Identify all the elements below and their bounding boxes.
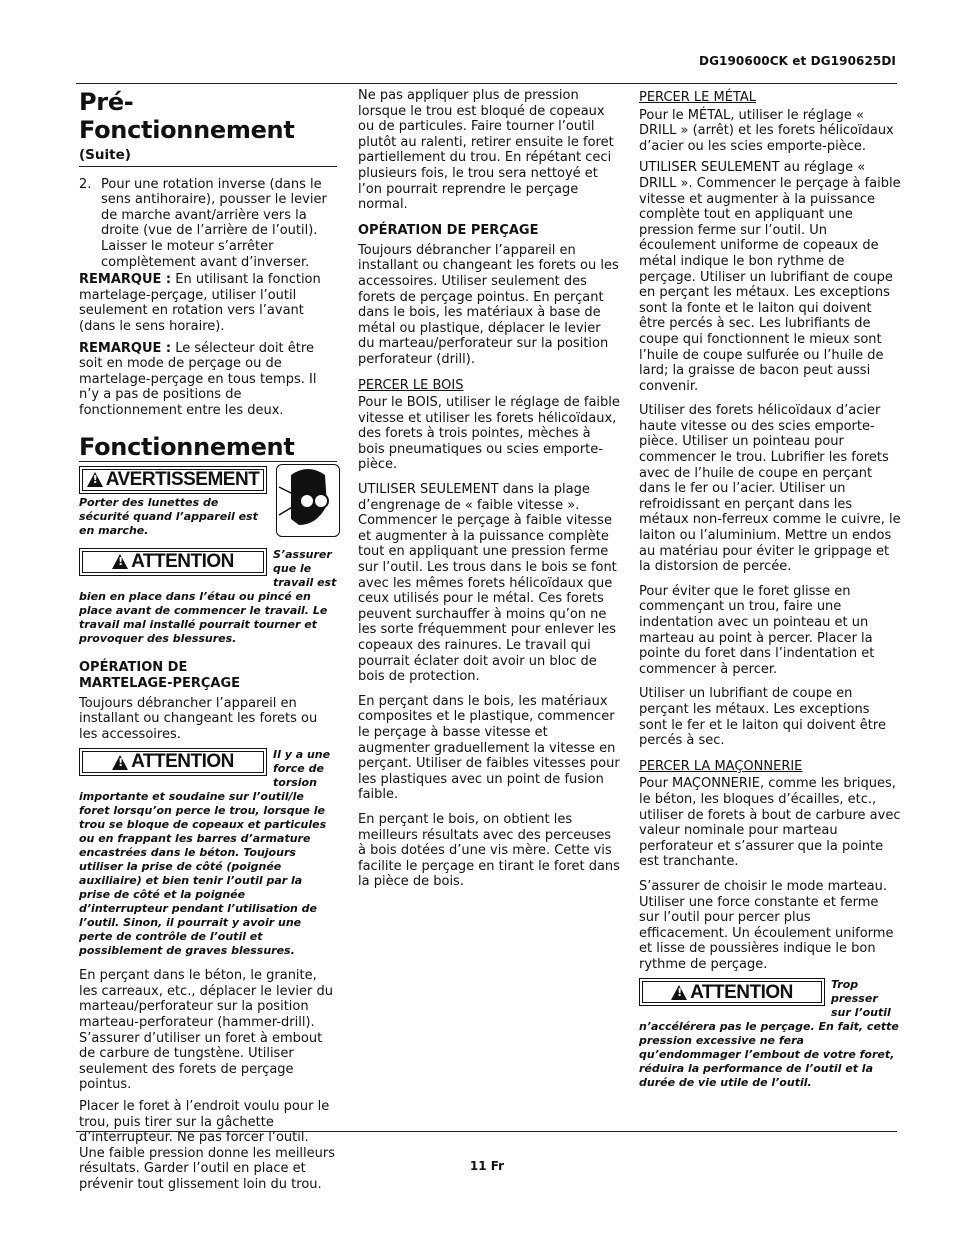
attention-text: Il y a une force de torsion importante et soudaine sur l’outil/le foret lorsqu’on perce le trou, lorsque le trou se bloque de copeaux et particules ou en frappant les barres d’armature encastrées dans le béton. Toujours utiliser la prise de côté (poignée auxiliaire) et bien tenir l’outil par la prise de côté et la poignée d’interrupteur pendant l’utilisation de l’outil. Sinon, il pourrait y avoir une perte de contrôle de l’outil et possiblement de graves blessures. xyxy=(79,748,331,958)
attention-label: ATTENTION xyxy=(131,751,234,773)
safety-goggles-icon xyxy=(276,464,340,537)
beton-paragraph: En perçant dans le béton, le granite, les carreaux, etc., déplacer le levier du marteau/perforateur sur la position marteau-perforateur (hammer-drill). S’assurer d’utiliser un foret à embout de carbure de tungstène. Utiliser seulement des forets de perçage pointus. xyxy=(79,968,333,1093)
attention-text: S’assurer que le travail est bien en place dans l’étau ou pincé en place avant de commencer le travail. Le travail mal installé pourrait tourner et provoquer des blessures. xyxy=(79,547,337,645)
warning-triangle-icon xyxy=(87,472,103,487)
martelage-heading xyxy=(79,660,337,692)
helicoidaux-paragraph: Utiliser des forets hélicoïdaux d’acier haute vitesse ou des scies emporte-pièce. Utiliser un pointeau pour commencer le trou. Lubrifier les forets avec de l’huile de coupe en perçant dans le fer ou l’acier. Utiliser un refroidissant en perçant dans les métaux non-ferreux comme le cuivre, le laiton ou l’aluminium. Mettre un endos au matériau pour éviter le grippage et la distorsion de percée. xyxy=(639,403,901,575)
warning-triangle-icon xyxy=(112,755,128,770)
warning-triangle-icon xyxy=(671,985,687,1000)
section-title-fonctionnement: Fonctionnement xyxy=(79,433,337,462)
metal-text: Pour le MÉTAL, utiliser le réglage « DRILL » (arrêt) et les forets hélicoïdaux d’acier ou les scies emporte-pièce. xyxy=(639,107,894,154)
placer-paragraph: Placer le foret à l’endroit voulu pour le trou, puis tirer sur la gâchette d’interrupteur. Ne pas forcer l’outil. Une faible pression donne les meilleurs résultats. Garder l’outil en place et prévenir tout glissement loin du trou. xyxy=(79,1099,336,1192)
avertissement-block xyxy=(79,466,337,542)
percage-heading: OPÉRATION DE PERÇAGE xyxy=(358,222,539,238)
remark-label: REMARQUE : xyxy=(79,340,172,356)
bois-text: Pour le BOIS, utiliser le réglage de faible vitesse et utiliser les forets hélicoïdaux, des forets à trois pointes, mèches à bois pneumatiques ou scies emporte-pièce. xyxy=(358,395,620,473)
list-number: 2. xyxy=(79,176,92,192)
attention-badge xyxy=(639,978,825,1006)
avertissement-label: AVERTISSEMENT xyxy=(105,468,260,490)
column-1 xyxy=(79,88,337,1199)
marteau-paragraph: S’assurer de choisir le mode marteau. Utiliser une force constante et ferme sur l’outil pour percer plus efficacement. Un écoulement uniforme et lisse de poussières indique le bon rythme de perçage. xyxy=(639,878,894,972)
bottom-rule xyxy=(76,1131,897,1132)
column-2 xyxy=(358,88,620,896)
attention-block-1 xyxy=(79,548,337,646)
percage-text: Toujours débrancher l’appareil en installant ou changeant les forets ou les accessoires. Utiliser seulement des forets de perçage pointus. En perçant dans le bois, les matériaux à base de métal ou plastique, déplacer le levier du marteau/perforateur sur la position perforateur (drill). xyxy=(358,242,619,367)
perceuses-paragraph: En perçant le bois, on obtient les meilleurs résultats avec des perceuses à bois dotées d’une vis mère. Cette vis facilite le perçage en tirant le foret dans la pièce de bois. xyxy=(358,811,620,890)
remark-text: En utilisant la fonction martelage-perçage, utiliser l’outil seulement en rotation vers l’avant (dans le sens horaire). xyxy=(79,272,321,334)
martelage-text: Toujours débrancher l’appareil en installant ou changeant les forets ou les accessoires. xyxy=(79,695,318,742)
avertissement-badge xyxy=(79,466,267,494)
list-item xyxy=(79,177,337,271)
martelage-heading-line-1: OPÉRATION DE xyxy=(79,659,188,675)
attention-text: Trop presser sur l’outil n’accélérera pas le perçage. En fait, cette pression excessive ne fera qu’endommager l’embout de votre foret, réduira la performance de l’outil et la durée de vie utile de l’outil. xyxy=(639,978,899,1090)
attention-block-2 xyxy=(79,748,337,958)
utiliser-paragraph: UTILISER SEULEMENT dans la plage d’engrenage de « faible vitesse ». Commencer le perçage à faible vitesse et augmenter à la puissance complète tout en appliquant une pression ferme sur l’outil. Les trous dans le bois se font avec les mêmes forets hélicoïdaux que ceux utilisés pour le métal. Ces forets peuvent surchauffer à moins qu’on ne les sorte fréquemment pour enlever les copeaux des rainures. Le travail qui pourrait éclater doit avoir un bloc de bois de protection. xyxy=(358,482,617,685)
section-title-pre-fonctionnement: Pré-Fonctionnement xyxy=(79,88,295,144)
maconnerie-text: Pour MAÇONNERIE, comme les briques, le béton, les bloques d’écailles, etc., utiliser de forets à bout de carbure avec valeur nominale pour marteau perforateur et s’assurer que la pointe est tranchante. xyxy=(639,776,901,870)
composites-paragraph: En perçant dans le bois, les matériaux composites et le plastique, commencer le perçage à basse vitesse et augmenter graduellement la vitesse en perçant. Utiliser de faibles vitesses pour les plastiques avec un point de fusion faible. xyxy=(358,693,620,803)
remark-1 xyxy=(79,272,337,334)
maconnerie-heading: PERCER LA MAÇONNERIE xyxy=(639,758,803,774)
document-model-header: DG190600CK et DG190625DI xyxy=(699,54,896,68)
metal-utiliser-paragraph: UTILISER SEULEMENT au réglage « DRILL ». Commencer le perçage à faible vitesse et augmenter à la puissance complète tout en appliquant une pression ferme sur l’outil. Un écoulement uniforme de copeaux de métal indique le bon rythme de perçage. Utiliser un lubrifiant de coupe en perçant les métaux. Les exceptions sont la fonte et le laiton qui doivent être percés à sec. Les lubrifiants de coupe qui fonctionnent le mieux sont l’huile de coupe sulfurée ou l’huile de lard; la graisse de bacon peut aussi convenir. xyxy=(639,160,901,394)
attention-label: ATTENTION xyxy=(131,550,234,572)
pression-paragraph: Ne pas appliquer plus de pression lorsque le trou est bloqué de copeaux ou de particules. Faire tourner l’outil plutôt au ralenti, retirer ensuite le foret partiellement du trou. En répétant ceci plusieurs fois, le trou sera nettoyé et l’on pourrait reprendre le perçage normal. xyxy=(358,88,614,213)
martelage-heading-line-2: MARTELAGE-PERÇAGE xyxy=(79,675,241,691)
bois-heading: PERCER LE BOIS xyxy=(358,377,464,393)
lubrifiant-paragraph: Utiliser un lubrifiant de coupe en perçant les métaux. Les exceptions sont le fer et le laiton qui doivent être percés à sec. xyxy=(639,686,886,749)
list-item-text: Pour une rotation inverse (dans le sens antihoraire), pousser le levier de marche avant/arrière vers la droite (vue de l’arrière de l’outil). Laisser le moteur s’arrêter complètement avant d’inverser. xyxy=(101,176,327,270)
avertissement-text: Porter des lunettes de sécurité quand l’appareil est en marche. xyxy=(79,495,258,537)
suite-label: (Suite) xyxy=(79,148,337,167)
metal-heading: PERCER LE MÉTAL xyxy=(639,90,756,105)
attention-badge xyxy=(79,748,267,776)
attention-block-3 xyxy=(639,978,901,1090)
remark-label: REMARQUE : xyxy=(79,272,172,288)
attention-label: ATTENTION xyxy=(690,981,793,1003)
attention-badge xyxy=(79,548,267,576)
remark-2 xyxy=(79,341,337,419)
column-3 xyxy=(639,88,901,1090)
page-number: 11 Fr xyxy=(469,1159,505,1173)
glisse-paragraph: Pour éviter que le foret glisse en commençant un trou, faire une indentation avec un pointeau et un marteau au point à percer. Placer la pointe du foret dans l’indentation et commencer à percer. xyxy=(639,583,875,677)
warning-triangle-icon xyxy=(112,554,128,569)
remark-text: Le sélecteur doit être soit en mode de perçage ou de martelage-perçage en tous temps. Il n’y a pas de positions de fonctionnement entre les deux. xyxy=(79,340,317,418)
top-rule xyxy=(76,83,897,84)
